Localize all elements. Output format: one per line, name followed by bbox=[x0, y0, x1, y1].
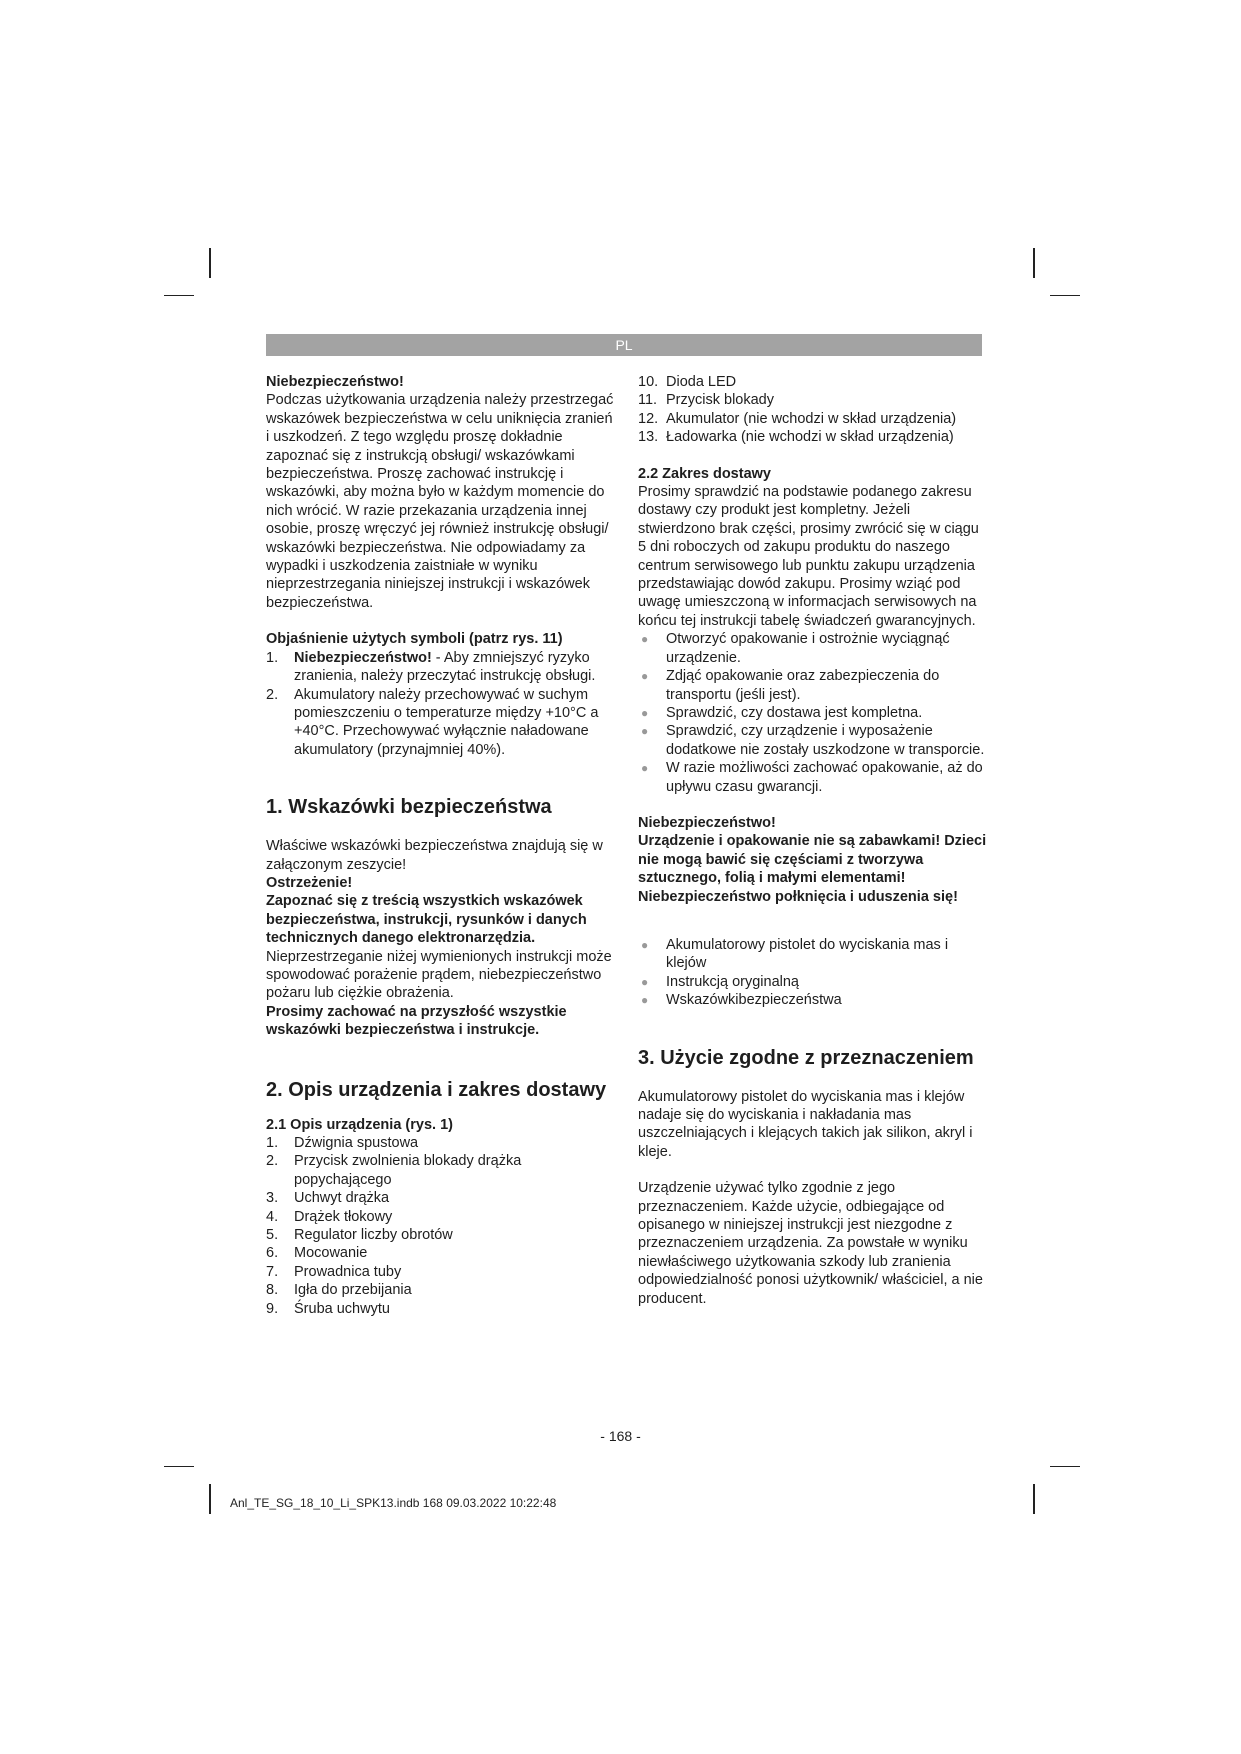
crop-mark bbox=[1050, 295, 1080, 296]
bullet-icon: ● bbox=[641, 632, 649, 647]
print-info bbox=[230, 1496, 556, 1510]
list-item: 13. Ładowarka (nie wchodzi w skład urządzenia) bbox=[638, 429, 954, 446]
list-item bbox=[266, 649, 618, 686]
bullet-icon: ● bbox=[641, 937, 649, 952]
crop-mark bbox=[1033, 1484, 1035, 1514]
list-item: 9. Śruba uchwytu bbox=[266, 1300, 390, 1317]
list-item: ● W razie możliwości zachować opakowanie, aż do upływu czasu gwarancji. bbox=[641, 760, 983, 795]
section-2-title: 2. Opis urządzenia i zakres dostawy bbox=[266, 1078, 607, 1101]
section-1-title: 1. Wskazówki bezpieczeństwa bbox=[266, 796, 552, 819]
danger-text: Podczas użytkowania urządzenia należy przestrzegać wskazówek bezpieczeństwa w celu uniknięcia zranień i uszkodzeń. Z tego względu proszę dokładnie zapoznać się z instrukcją obsługi/ wskazówkami bezpieczeństwa. Proszę zachować instrukcję i wskazówki, aby można było w każdym momencie do nich wrócić. W razie przekazania urządzenia innej osobie, proszę wręczyć jej również instrukcję obsługi/ wskazówki bezpieczeństwa. Nie odpowiadamy za wypadki i uszkodzenia zaistniałe w wyniku nieprzestrzegania niniejszej instrukcji i wskazówek bezpieczeństwa. bbox=[266, 392, 614, 611]
crop-mark bbox=[1033, 248, 1035, 278]
bullet-icon: ● bbox=[641, 669, 649, 684]
list-item: ● Wskazówkibezpieczeństwa bbox=[641, 992, 842, 1009]
section-2-2-title: 2.2 Zakres dostawy bbox=[638, 465, 771, 482]
warning-rest: Nieprzestrzeganie niżej wymienionych instrukcji może spowodować porażenie prądem, niebezpieczeństwo pożaru lub ciężkie obrażenia. bbox=[266, 948, 612, 1002]
language-bar: PL bbox=[266, 334, 982, 356]
list-item: 7. Prowadnica tuby bbox=[266, 1263, 402, 1280]
list-item: 4. Drążek tłokowy bbox=[266, 1208, 393, 1225]
item-number: 2. bbox=[266, 686, 279, 703]
crop-mark bbox=[1050, 1466, 1080, 1467]
file-name: Anl_TE_SG_18_10_Li_SPK13.indb 168 bbox=[230, 1496, 443, 1510]
bullet-icon: ● bbox=[641, 761, 649, 776]
item-text: - Aby zmniejszyć ryzyko zranienia, należy przeczytać instrukcję obsługi. bbox=[294, 649, 596, 685]
danger-text: Urządzenie i opakowanie nie są zabawkami! Dzieci nie mogą bawić się częściami z tworzywa sztucznego, folią i małymi elementami! Niebezpieczeństwo połknięcia i uduszenia się! bbox=[638, 833, 987, 905]
list-item: ● Akumulatorowy pistolet do wyciskania mas i klejów bbox=[641, 936, 949, 972]
bullet-icon: ● bbox=[641, 705, 649, 720]
bullet-icon: ● bbox=[641, 993, 649, 1008]
section-1-intro: Właściwe wskazówki bezpieczeństwa znajdują się w załączonym zeszycie! bbox=[266, 838, 603, 873]
crop-mark bbox=[209, 1484, 211, 1514]
list-item: 8. Igła do przebijania bbox=[266, 1282, 412, 1299]
danger-title: Niebezpieczeństwo! bbox=[638, 814, 776, 831]
item-number: 1. bbox=[266, 649, 279, 666]
list-item bbox=[266, 686, 618, 760]
crop-mark bbox=[209, 248, 211, 278]
list-item: 12. Akumulator (nie wchodzi w skład urządzenia) bbox=[638, 410, 957, 427]
list-item: 3. Uchwyt drążka bbox=[266, 1190, 390, 1207]
section-3-text-2: Urządzenie używać tylko zgodnie z jego przeznaczeniem. Każde użycie, odbiegające od opisanego w niniejszej instrukcji jest niezgodne z przeznaczeniem urządzenia. Za powstałe w wyniku niewłaściwego użytkowania szkody lub zranienia odpowiedzialność ponosi użytkownik/ właściciel, a nie producent. bbox=[638, 1180, 983, 1307]
crop-mark bbox=[164, 1466, 194, 1467]
symbols-title: Objaśnienie użytych symboli (patrz rys. 11) bbox=[266, 631, 563, 648]
list-item: ● Zdjąć opakowanie oraz zabezpieczenia do transportu (jeśli jest). bbox=[641, 668, 940, 703]
item-text: Akumulatory należy przechowywać w suchym pomieszczeniu o temperaturze między +10°C a +40°C. Przechowywać wyłącznie naładowane akumulatory (przynajmniej 40%). bbox=[294, 686, 599, 758]
section-2-1-title: 2.1 Opis urządzenia (rys. 1) bbox=[266, 1116, 453, 1133]
list-item: 1. Dźwignia spustowa bbox=[266, 1135, 419, 1151]
bullet-icon: ● bbox=[641, 724, 649, 739]
list-item: ● Otworzyć opakowanie i ostrożnie wyciągnąć urządzenie. bbox=[641, 631, 950, 666]
warning-bold: Zapoznać się z treścią wszystkich wskazówek bezpieczeństwa, instrukcji, rysunków i danych technicznych danego elektronarzędzia. bbox=[266, 893, 587, 947]
symbols-list bbox=[266, 649, 618, 759]
list-item: 10. Dioda LED bbox=[638, 374, 737, 390]
list-item: 6. Mocowanie bbox=[266, 1245, 368, 1262]
item-bold: Niebezpieczeństwo! bbox=[294, 649, 432, 666]
list-item: ● Sprawdzić, czy urządzenie i wyposażenie dodatkowe nie zostały uszkodzone w transporcie. bbox=[641, 723, 985, 758]
section-3-text-1: Akumulatorowy pistolet do wyciskania mas i klejów nadaje się do wyciskania i nakładania mas uszczelniających i klejących takich jak silikon, akryl i kleje. bbox=[638, 1088, 973, 1160]
section-3-title: 3. Użycie zgodne z przeznaczeniem bbox=[638, 1046, 974, 1069]
keep-instructions: Prosimy zachować na przyszłość wszystkie wskazówki bezpieczeństwa i instrukcje. bbox=[266, 1003, 567, 1039]
section-2-2-text: Prosimy sprawdzić na podstawie podanego zakresu dostawy czy produkt jest kompletny. Jeżeli stwierdzono brak części, prosimy zwrócić się w ciągu 5 dni roboczych od zakupu produktu do naszego centrum serwisowego lub punktu zakupu urządzenia przedstawiając dowód zakupu. Prosimy wziąć pod uwagę umieszczoną w informacjach serwisowych na końcu tej instrukcji tabelę świadczeń gwarancyjnych. bbox=[638, 484, 979, 629]
parts-list-continued bbox=[638, 373, 988, 447]
print-timestamp: 09.03.2022 10:22:48 bbox=[446, 1496, 557, 1510]
list-item: 11. Przycisk blokady bbox=[638, 392, 774, 409]
list-item: ● Sprawdzić, czy dostawa jest kompletna. bbox=[641, 704, 923, 721]
right-column bbox=[638, 373, 988, 1308]
list-item: ● Instrukcją oryginalną bbox=[641, 973, 799, 990]
parts-list bbox=[266, 1134, 618, 1318]
delivery-contents bbox=[638, 936, 988, 1010]
unpacking-steps bbox=[638, 630, 988, 796]
list-item: 2. Przycisk zwolnienia blokady drążka popychającego bbox=[266, 1153, 522, 1188]
crop-mark bbox=[164, 295, 194, 296]
bullet-icon: ● bbox=[641, 974, 649, 989]
page-number: - 168 - bbox=[600, 1428, 641, 1444]
left-column bbox=[266, 373, 618, 1318]
warning-title: Ostrzeżenie! bbox=[266, 874, 353, 891]
danger-title: Niebezpieczeństwo! bbox=[266, 374, 404, 390]
warning-text bbox=[266, 892, 618, 1002]
list-item: 5. Regulator liczby obrotów bbox=[266, 1227, 453, 1244]
